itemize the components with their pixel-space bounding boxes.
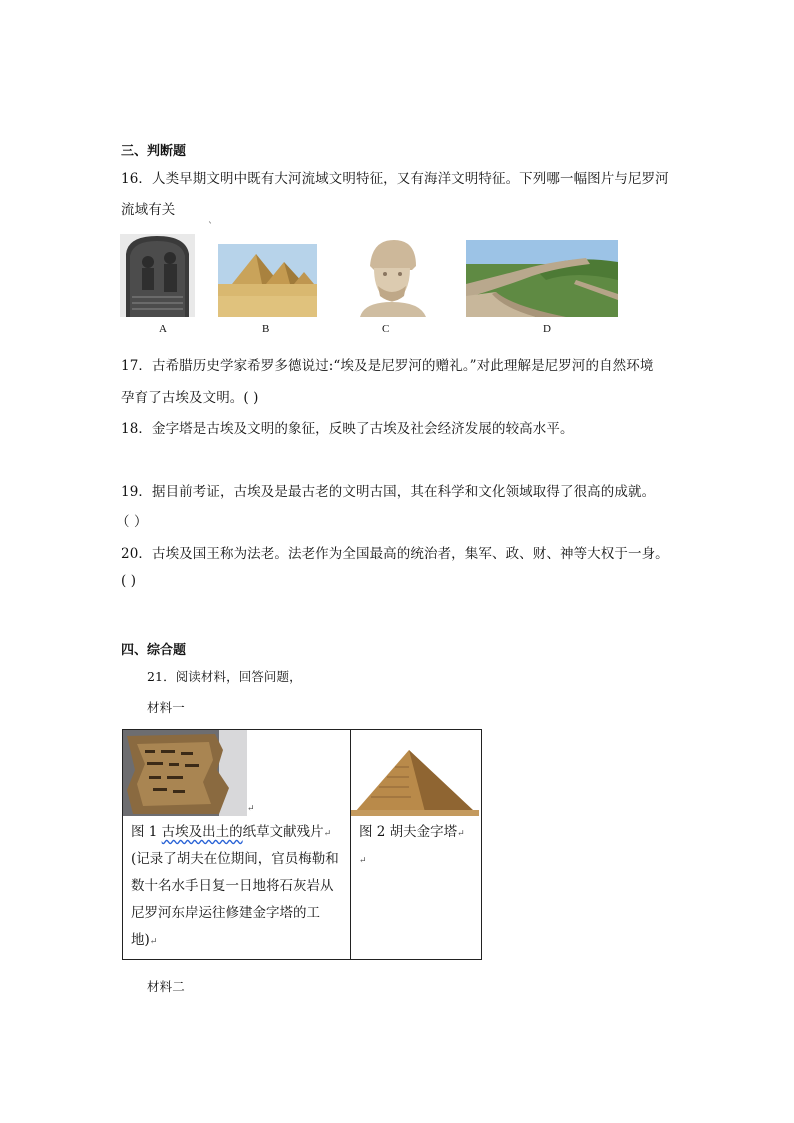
- figure-1-note-line-4: [131, 927, 157, 956]
- greek-bust-image: [352, 236, 432, 317]
- question-16-line-2: 流域有关: [121, 202, 176, 218]
- question-19-line-1: 19．据目前考证，古埃及是最古老的文明古国，其在科学和文化领域取得了很高的成就。: [121, 484, 656, 500]
- figure-2-caption: [359, 819, 465, 848]
- question-17-line-1: 17．古希腊历史学家希罗多德说过:“埃及是尼罗河的赠礼。”对此理解是尼罗河的自然环境: [121, 358, 654, 374]
- question-21-intro: 21．阅读材料，回答问题，: [147, 669, 302, 684]
- material-2-label: 材料二: [147, 979, 185, 994]
- great-wall-image: [466, 240, 618, 317]
- option-b-label: B: [262, 323, 270, 335]
- question-16-line-1: 16．人类早期文明中既有大河流域文明特征，又有海洋文明特征。下列哪一幅图片与尼罗河: [121, 171, 669, 187]
- figure-2-caption-text: 图 2 胡夫金字塔: [359, 824, 458, 840]
- question-18: 18．金字塔是古埃及文明的象征，反映了古埃及社会经济发展的较高水平。: [121, 421, 574, 437]
- paragraph-mark: ↵: [359, 856, 367, 866]
- option-c-label: C: [382, 323, 390, 335]
- question-20-line-1: 20．古埃及国王称为法老。法老作为全国最高的统治者，集军、政、财、神等大权于一身。: [121, 546, 669, 562]
- question-19-answer-blank: （ ）: [116, 514, 148, 530]
- paragraph-mark: ↵: [149, 937, 158, 947]
- stray-mark: `: [208, 222, 213, 233]
- material-table: [122, 729, 482, 960]
- figure-1-note-line-2: 数十名水手日复一日地将石灰岩从: [131, 878, 334, 894]
- figure-1-caption-underlined: 古埃及出土的: [161, 824, 243, 840]
- question-17-line-2: 孕育了古埃及文明。( ): [121, 390, 259, 406]
- section-3-heading: 三、判断题: [121, 144, 187, 159]
- papyrus-fragment-image: [123, 730, 247, 816]
- paragraph-mark: ↵: [247, 804, 255, 814]
- question-20-answer-blank: ( ): [121, 573, 137, 589]
- option-a-label: A: [159, 323, 167, 335]
- option-d-label: D: [543, 323, 551, 335]
- paragraph-mark: ↵: [457, 829, 465, 839]
- section-4-heading: 四、综合题: [121, 643, 187, 658]
- hammurabi-stele-image: [120, 234, 195, 317]
- pyramids-image: [218, 244, 317, 317]
- figure-1-caption-prefix: 图 1: [131, 824, 162, 840]
- figure-1-note-line-3: 尼罗河东岸运往修建金字塔的工: [131, 905, 320, 921]
- figure-1-note-line-1: (记录了胡夫在位期间，官员梅勒和: [131, 851, 339, 867]
- paragraph-mark: ↵: [323, 829, 332, 839]
- figure-1-note-line-4-text: 地): [131, 932, 150, 948]
- figure-1-caption-suffix: 纸草文献残片: [242, 824, 324, 840]
- figure-1-caption: [131, 819, 331, 848]
- material-1-label: 材料一: [147, 700, 185, 715]
- khufu-pyramid-image: [351, 744, 479, 816]
